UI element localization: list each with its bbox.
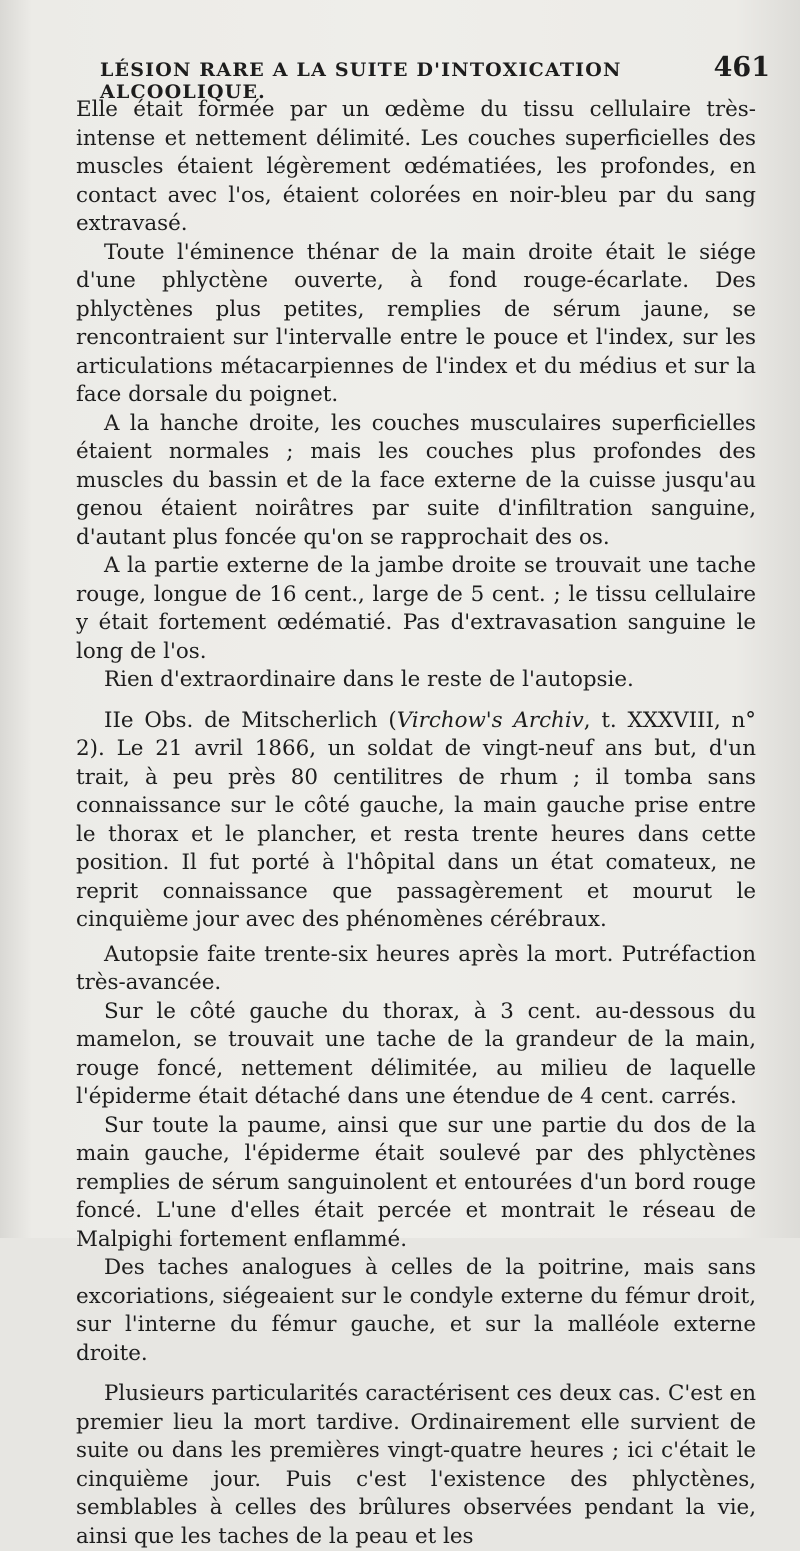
running-title: LÉSION RARE A LA SUITE D'INTOXICATION ALCOOLIQUE. [100, 59, 622, 103]
paragraph: Sur toute la paume, ainsi que sur une partie du dos de la main gauche, l'épiderme était soulevé par des phlyctènes remplies de sérum sanguinolent et entourées d'un bord rouge foncé. L'une d'elles était percée et montrait le réseau de Malpighi fortement enflammé. [76, 1112, 756, 1252]
paragraph: A la hanche droite, les couches musculaires superficielles étaient normales ; mais les couches plus profondes des muscles du bassin et de la face externe de la cuisse jusqu'au genou étaient noirâtres par suite d'infiltration sanguine, d'autant plus foncée qu'on se rapprochait des os. [76, 410, 756, 550]
observation-text: Le 21 avril 1866, un soldat de vingt-neuf ans but, d'un trait, à peu près 80 centilitres de rhum ; il tomba sans connaissance sur le côté gauche, la main gauche prise entre le thorax et le plancher, et resta trente heures dans cette position. Il fut porté à l'hôpital dans un état comateux, ne reprit connaissance que passagèrement et mourut le cinquième jour avec des phénomènes cérébraux. [76, 736, 756, 932]
observation-lead: IIe Obs. de Mitscherlich ( [104, 707, 397, 733]
final-paragraph: Plusieurs particularités caractérisent ces deux cas. C'est en premier lieu la mort tardive. Ordinairement elle survient de suite ou dans les premières vingt-quatre heures ; ici c'était le cinquième jour. Puis c'est l'existence des phlyctènes, semblables à celles des brûlures observées pendant la vie, ainsi que les taches de la peau et les [76, 1381, 756, 1549]
page-body [76, 96, 756, 1551]
paragraph: Toute l'éminence thénar de la main droite était le siége d'une phlyctène ouverte, à fond rouge-écarlate. Des phlyctènes plus petites, remplies de sérum jaune, se rencontraient sur l'intervalle entre le pouce et l'index, sur les articulations métacarpiennes de l'index et du médius et sur la face dorsale du poignet. [76, 239, 756, 407]
paragraph: Rien d'extraordinaire dans le reste de l'autopsie. [104, 667, 634, 692]
page-number: 461 [713, 52, 770, 83]
paragraph: Des taches analogues à celles de la poitrine, mais sans excoriations, siégeaient sur le condyle externe du fémur droit, sur l'interne du fémur gauche, et sur la malléole externe droite. [76, 1255, 756, 1366]
observation-ref: , t. XXXVIII, n° 2). [76, 707, 756, 761]
paragraph: Sur le côté gauche du thorax, à 3 cent. au-dessous du mamelon, se trouvait une tache de la grandeur de la main, rouge foncé, nettement délimitée, au milieu de laquelle l'épiderme était détaché dans une étendue de 4 cent. carrés. [76, 998, 756, 1109]
paragraph: Elle était formée par un œdème du tissu cellulaire très-intense et nettement délimité. Les couches superficielles des muscles étaient légèrement œdématiées, les profondes, en contact avec l'os, étaient colorées en noir-bleu par du sang extravasé. [76, 97, 756, 236]
observation-paragraph [76, 707, 756, 935]
paragraph: Autopsie faite trente-six heures après la mort. Putréfaction très-avancée. [76, 941, 756, 995]
observation-source: Virchow's Archiv [396, 707, 584, 733]
paragraph: A la partie externe de la jambe droite se trouvait une tache rouge, longue de 16 cent., large de 5 cent. ; le tissu cellulaire y était fortement œdématié. Pas d'extravasation sanguine le long de l'os. [76, 553, 756, 664]
